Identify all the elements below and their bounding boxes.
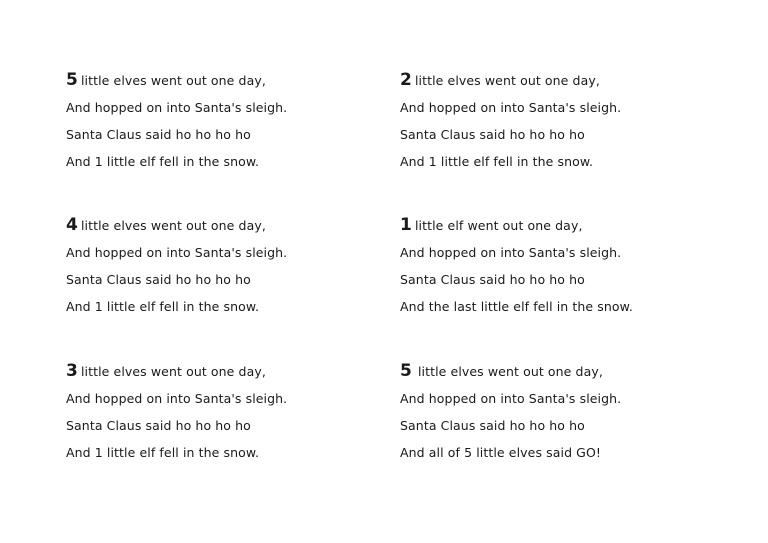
verse-line-4: And 1 little elf fell in the snow. (400, 154, 594, 169)
verse-line-3: Santa Claus said ho ho ho ho (400, 418, 585, 433)
verse-number: 5 (66, 70, 78, 90)
verse-line-1: little elves went out one day, (417, 364, 603, 379)
verse-line-2: And hopped on into Santa's sleigh. (400, 391, 622, 406)
verse-line-1: little elves went out one day, (80, 73, 266, 88)
verse-line-2: And hopped on into Santa's sleigh. (66, 100, 288, 115)
verse-first-line (400, 70, 600, 90)
verse-first-line (400, 361, 603, 381)
verse-number: 4 (66, 215, 78, 235)
verse-line-4: And 1 little elf fell in the snow. (66, 154, 260, 169)
verse-line-2: And hopped on into Santa's sleigh. (66, 245, 288, 260)
verse-number: 1 (400, 215, 412, 235)
verse-number: 5 (400, 361, 412, 381)
verse-first-line (400, 215, 583, 235)
verse-first-line (66, 361, 266, 381)
verse-line-1: little elf went out one day, (414, 218, 583, 233)
verse-line-4: And 1 little elf fell in the snow. (66, 299, 260, 314)
verse-line-1: little elves went out one day, (414, 73, 600, 88)
verse-line-4: And 1 little elf fell in the snow. (66, 445, 260, 460)
verse-line-3: Santa Claus said ho ho ho ho (66, 418, 251, 433)
verse-line-3: Santa Claus said ho ho ho ho (400, 127, 585, 142)
verse-line-4: And the last little elf fell in the snow. (400, 299, 633, 314)
verse-line-1: little elves went out one day, (80, 364, 266, 379)
verse-line-2: And hopped on into Santa's sleigh. (400, 100, 622, 115)
verse-first-line (66, 70, 266, 90)
verse-line-3: Santa Claus said ho ho ho ho (66, 272, 251, 287)
verse-line-2: And hopped on into Santa's sleigh. (66, 391, 288, 406)
verse-line-1: little elves went out one day, (80, 218, 266, 233)
verse-line-3: Santa Claus said ho ho ho ho (400, 272, 585, 287)
verse-line-3: Santa Claus said ho ho ho ho (66, 127, 251, 142)
verse-line-4: And all of 5 little elves said GO! (400, 445, 602, 460)
verse-line-2: And hopped on into Santa's sleigh. (400, 245, 622, 260)
verse-number: 3 (66, 361, 78, 381)
verse-number: 2 (400, 70, 412, 90)
verse-first-line (66, 215, 266, 235)
